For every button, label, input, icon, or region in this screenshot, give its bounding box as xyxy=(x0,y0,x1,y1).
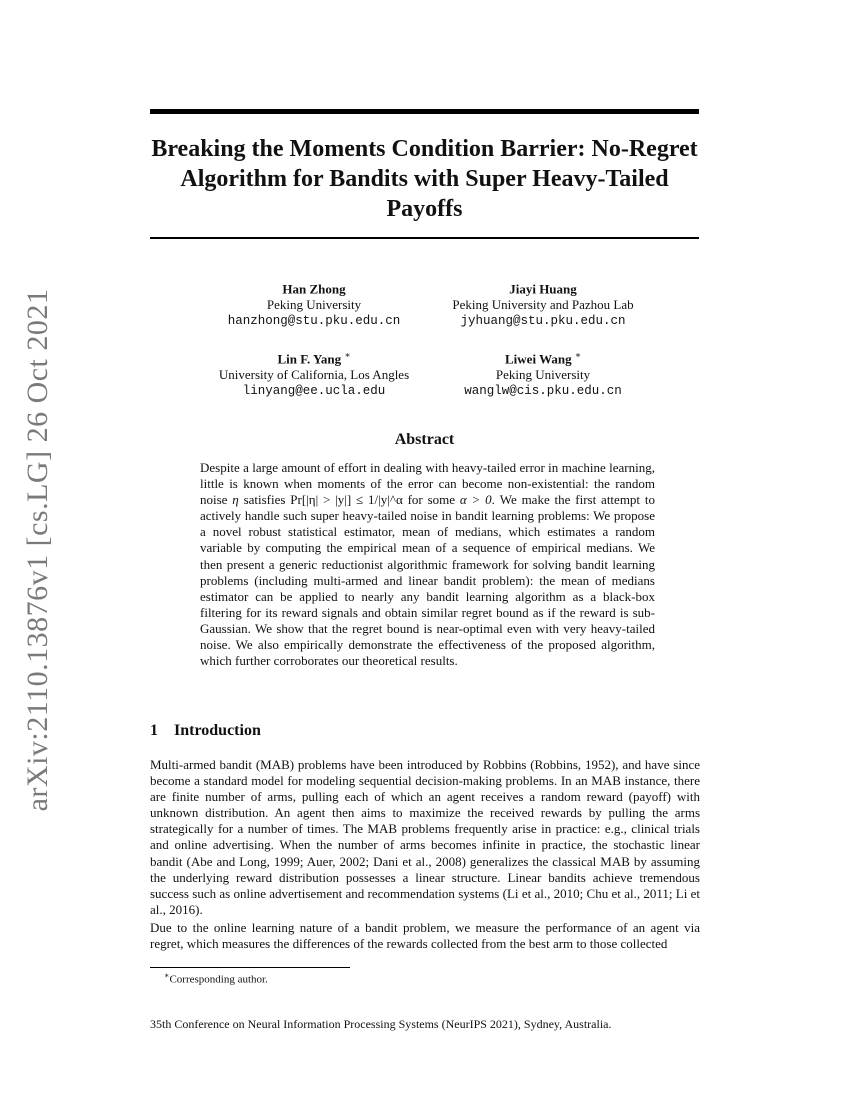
math-inline: Pr[|η| > |y|] ≤ 1/|y|^α xyxy=(290,492,403,508)
section-heading-introduction xyxy=(150,722,261,740)
author-affiliation: Peking University xyxy=(266,297,362,313)
section-title: Introduction xyxy=(174,722,261,739)
title-bottom-rule xyxy=(150,237,699,239)
author-affiliation: University of California, Los Angles xyxy=(218,367,410,383)
author-email: hanzhong@stu.pku.edu.cn xyxy=(227,314,401,329)
footnote-rule xyxy=(150,967,350,968)
intro-paragraph: Multi-armed bandit (MAB) problems have been introduced by Robbins (Robbins, 1952), and have since become a standard model for modeling sequential decision-making problems. In an MAB instance, there are finite number of arms, pulling each of which an agent receives a random reward (payoff) with unknown distribution. An agent then aims to maximize the received rewards by pulling the arms strategically for a number of times. The MAB problems frequently arise in practice: e.g., clinical trials and online advertising. When the number of arms becomes infinite in practice, the stochastic linear bandit (Abe and Long, 1999; Auer, 2002; Dani et al., 2008) generalizes the classical MAB by assuming the underlying reward distribution possesses a linear structure. Linear bandits achieve tremendous success such as online advertisement and recommendation systems (Li et al., 2010; Chu et al., 2011; Li et al., 2016). xyxy=(150,757,700,917)
arxiv-identifier-stamp: arXiv:2110.13876v1 [cs.LG] 26 Oct 2021 xyxy=(21,288,54,812)
author-block xyxy=(393,277,693,329)
author-affiliation: Peking University xyxy=(495,367,591,383)
corresponding-author-mark: ∗ xyxy=(574,350,581,360)
author-name: Lin F. Yang ∗ xyxy=(277,350,351,367)
author-email: linyang@ee.ucla.edu xyxy=(242,384,386,399)
section-number: 1 xyxy=(150,722,158,739)
footnote-mark: ∗ xyxy=(164,971,170,980)
intro-paragraph: Due to the online learning nature of a bandit problem, we measure the performance of an agent via regret, which measures the differences of the rewards collected from the best arm to those collected xyxy=(150,920,700,952)
conference-note: 35th Conference on Neural Information Processing Systems (NeurIPS 2021), Sydney, Australia. xyxy=(150,1017,612,1031)
paper-title: Breaking the Moments Condition Barrier: No-Regret Algorithm for Bandits with Super Heavy-Tailed Payoffs xyxy=(151,136,698,222)
abstract-text: Despite a large amount of effort in dealing with heavy-tailed error in machine learning, little is known when moments of the error can become non-existential: the random noise η satisfies Pr[|η| > |y|] ≤ 1/|y|^α for some α > 0. We make the first attempt to actively handle such super heavy-tailed noise in bandit learning problems: We propose a novel robust statistical estimator, mean of medians, which estimates a random variable by computing the empirical mean of a sequence of empirical medians. We then present a generic reductionist algorithmic framework for solving bandit learning problems (including multi-armed and linear bandit problem): the mean of medians estimator can be applied to nearly any bandit learning algorithm as a black-box filtering for its reward signals and obtain similar regret bound as if the reward is sub-Gaussian. We show that the regret bound is near-optimal even with very heavy-tailed noise. We also empirically demonstrate the effectiveness of the proposed algorithm, which further corroborates our theoretical results. xyxy=(200,460,655,669)
footnote-text: Corresponding author. xyxy=(169,973,268,986)
author-name: Liwei Wang ∗ xyxy=(505,350,581,367)
math-inline: α > 0 xyxy=(459,492,492,508)
author-block xyxy=(393,347,693,399)
footnote xyxy=(164,971,268,986)
title-top-rule xyxy=(150,109,699,114)
author-name: Han Zhong xyxy=(282,281,346,297)
corresponding-author-mark: ∗ xyxy=(344,350,351,360)
author-email: jyhuang@stu.pku.edu.cn xyxy=(460,314,626,329)
math-inline: η xyxy=(232,492,239,508)
author-affiliation: Peking University and Pazhou Lab xyxy=(452,297,634,313)
author-email: wanglw@cis.pku.edu.cn xyxy=(464,384,622,399)
abstract-heading: Abstract xyxy=(394,431,455,448)
author-name: Jiayi Huang xyxy=(509,281,577,297)
